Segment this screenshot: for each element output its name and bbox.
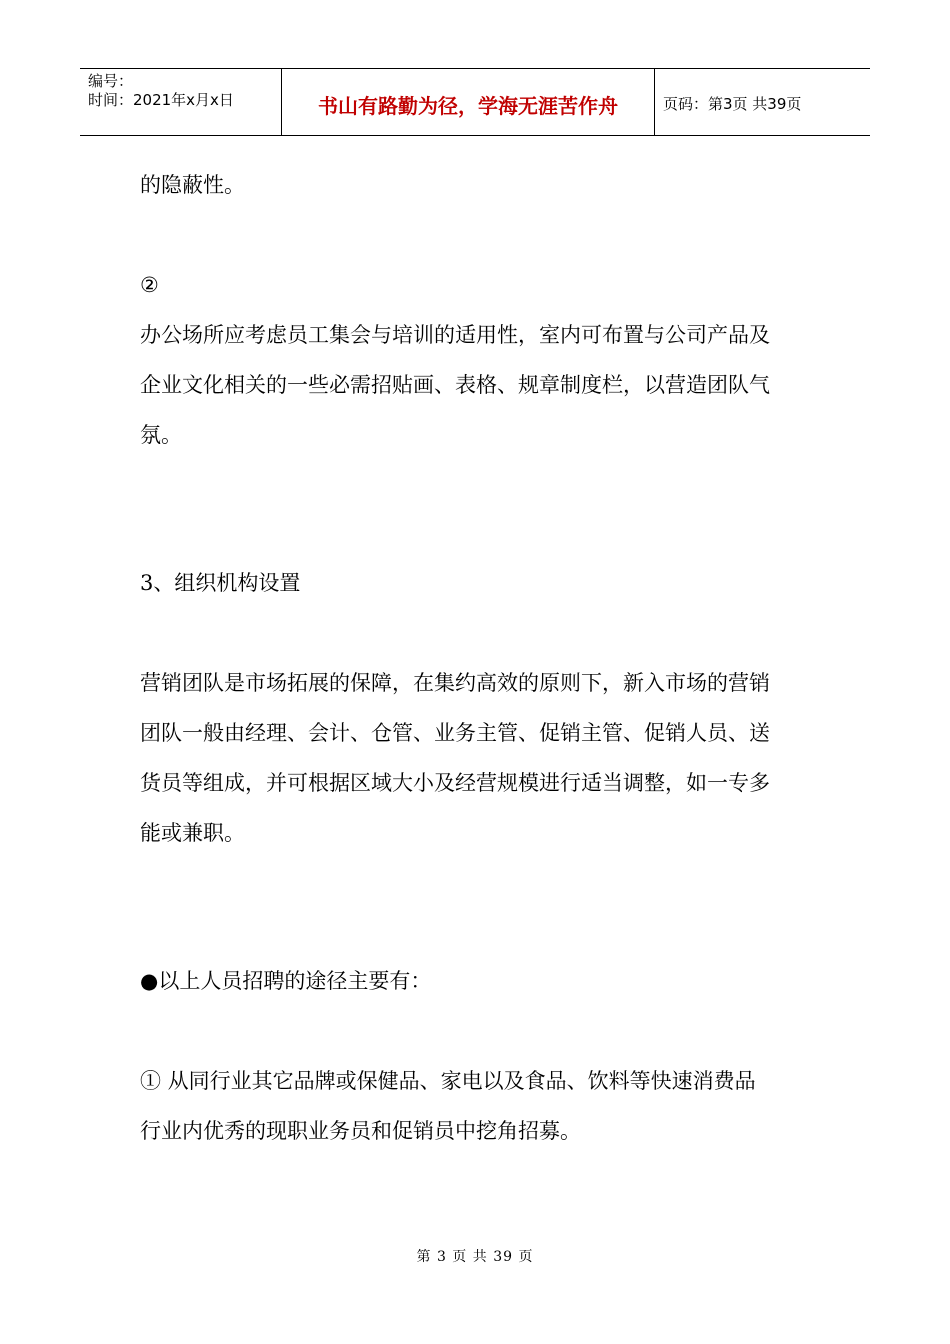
section-heading: 3、组织机构设置 [140, 571, 301, 595]
bullet-line: ●以上人员招聘的途径主要有： [140, 969, 432, 993]
body-line: 的隐蔽性。 [140, 173, 245, 197]
body-line: ① 从同行业其它品牌或保健品、家电以及食品、饮料等快速消费品 [140, 1069, 756, 1093]
document-time-label: 时间：2021年x月x日 [88, 91, 234, 109]
header-meta [80, 69, 282, 135]
body-line: 行业内优秀的现职业务员和促销员中挖角招募。 [140, 1119, 581, 1143]
header-motto: 书山有路勤为径，学海无涯苦作舟 [282, 69, 655, 135]
page-header [80, 68, 870, 136]
body-line: ② [140, 273, 159, 297]
body-line: 货员等组成，并可根据区域大小及经营规模进行适当调整，如一专多 [140, 771, 770, 795]
body-line: 营销团队是市场拓展的保障，在集约高效的原则下，新入市场的营销 [140, 671, 770, 695]
body-line: 氛。 [140, 423, 182, 447]
body-line: 办公场所应考虑员工集会与培训的适用性，室内可布置与公司产品及 [140, 323, 770, 347]
body-line: 团队一般由经理、会计、仓管、业务主管、促销主管、促销人员、送 [140, 721, 770, 745]
body-line: 企业文化相关的一些必需招贴画、表格、规章制度栏，以营造团队气 [140, 373, 770, 397]
page-footer: 第 3 页 共 39 页 [416, 1249, 534, 1265]
body-line: 能或兼职。 [140, 821, 245, 845]
document-number-label: 编号： [88, 72, 134, 90]
header-page-info: 页码：第3页 共39页 [663, 94, 802, 113]
